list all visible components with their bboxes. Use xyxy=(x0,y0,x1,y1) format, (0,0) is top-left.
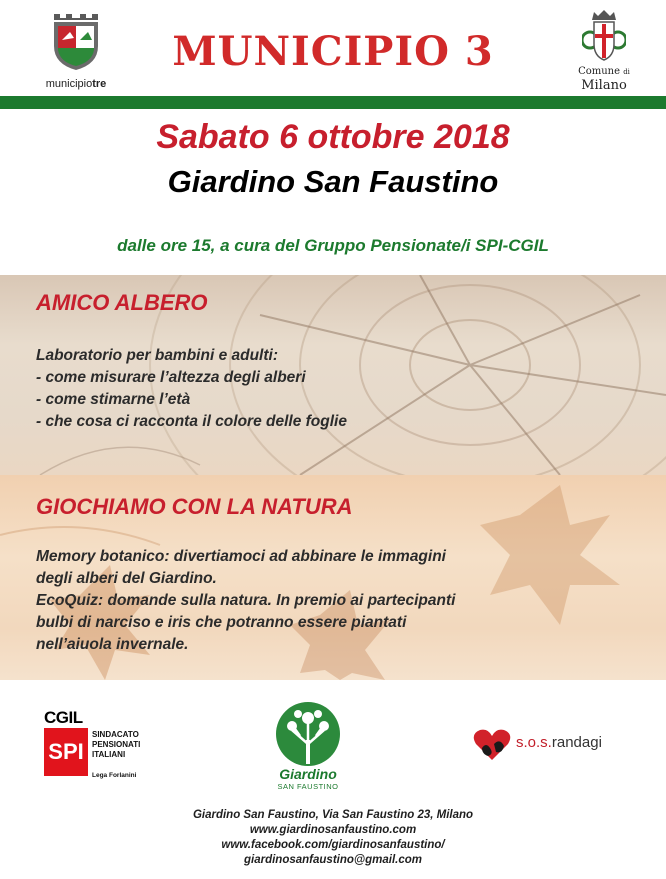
text-line: bulbi di narciso e iris che potranno essere piantati xyxy=(36,614,407,631)
text-line: nell’aiuola invernale. xyxy=(36,636,189,653)
event-time: dalle ore 15, a cura del Gruppo Pensionate/i SPI-CGIL xyxy=(117,236,549,255)
section-amico-albero-text xyxy=(36,345,347,433)
milano-label: Milano xyxy=(581,78,627,93)
spi-cgil-logo xyxy=(40,708,150,780)
sos-randagi-label: s.o.s.randagi xyxy=(516,734,602,751)
section-giochiamo-text xyxy=(36,546,455,656)
header xyxy=(0,0,666,96)
event-place: Giardino San Faustino xyxy=(167,164,499,199)
giardino-san-faustino-logo xyxy=(262,700,354,794)
website-link[interactable]: www.giardinosanfaustino.com xyxy=(249,824,417,836)
email-link[interactable]: giardinosanfaustino@gmail.com xyxy=(244,854,422,866)
san-faustino-label: SAN FAUSTINO xyxy=(277,782,339,791)
comune-label: Comune di xyxy=(578,66,630,77)
address-text: Giardino San Faustino, Via San Faustino 23, Milano xyxy=(192,809,474,821)
green-divider xyxy=(0,96,666,109)
spi-lega: Lega Forlanini xyxy=(92,772,137,779)
municipio-tre-logo xyxy=(36,10,116,90)
text-line: - come misurare l’altezza degli alberi xyxy=(36,369,306,386)
text-line: - come stimarne l’età xyxy=(36,391,191,408)
event-date: Sabato 6 ottobre 2018 xyxy=(156,118,510,156)
text-line: degli alberi del Giardino. xyxy=(36,570,217,587)
section-title-giochiamo: GIOCHIAMO CON LA NATURA xyxy=(36,494,353,519)
giardino-label: Giardino xyxy=(279,766,337,782)
heart-paw-icon xyxy=(472,726,512,762)
text-line: Laboratorio per bambini e adulti: xyxy=(36,347,278,364)
footer-contacts xyxy=(0,808,666,868)
comune-milano-logo xyxy=(566,10,642,92)
castle-shield-icon xyxy=(48,10,104,72)
tree-icon xyxy=(262,700,354,766)
spi-box: SPI xyxy=(44,728,88,776)
text-line: - che cosa ci racconta il colore delle foglie xyxy=(36,413,347,430)
facebook-link[interactable]: www.facebook.com/giardinosanfaustino/ xyxy=(221,839,445,851)
municipio-tre-caption: municipiotre xyxy=(45,78,107,90)
page-title: MUNICIPIO 3 xyxy=(172,28,494,75)
section-title-amico-albero: AMICO ALBERO xyxy=(36,290,208,315)
text-line: Memory botanico: divertiamoci ad abbinare le immagini xyxy=(36,548,446,565)
sos-randagi-logo xyxy=(472,726,632,766)
milano-crest-icon xyxy=(582,10,626,64)
spi-text: SINDACATO PENSIONATI ITALIANI xyxy=(92,730,141,759)
cgil-label: CGIL xyxy=(44,708,83,727)
text-line: EcoQuiz: domande sulla natura. In premio ai partecipanti xyxy=(36,592,456,609)
